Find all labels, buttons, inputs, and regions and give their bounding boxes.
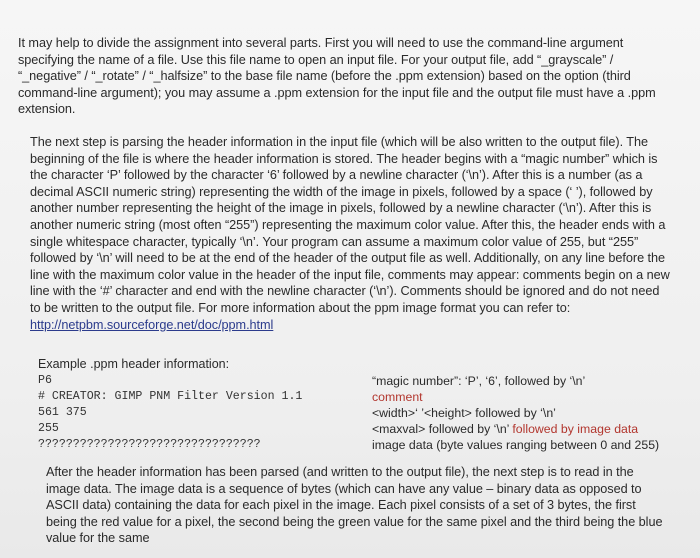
example-note-text: image data (byte values ranging between 0 and 255) <box>372 438 660 452</box>
example-row <box>38 421 678 437</box>
example-code: # CREATOR: GIMP PNM Filter Version 1.1 <box>38 390 303 403</box>
example-code: P6 <box>38 374 52 387</box>
paragraph-header-parsing-text: The next step is parsing the header information in the input file (which will be also written to the output file). The beginning of the file is where the header information is stored. The header begins with a “magic number” which is the character ‘P’ followed by the character ‘6’ followed by a newline character (‘\n’). After this is a number (as a decimal ASCII numeric string) representing the width of the image in pixels, followed by a space (‘ ’), followed by another number representing the height of the image in pixels, followed by a newline character (‘\n’). After this is another numeric string (most often “255”) representing the maximum color value. After this, the header ends with a single whitespace character, typically ‘\n’. Your program can assume a maximum color value of 255, but “255” followed by ‘\n’ will need to be at the end of the header of the output file as well. Additionally, on any line before the line with the maximum color value in the header of the input file, comments may appear: comments begin on a new line with the ‘#’ character and end with the newline character (‘\n’). Comments should be ignored and do not need to be written to the output file. For more information about the ppm image format you can refer to: <box>30 135 670 315</box>
example-code: 561 375 <box>38 406 87 419</box>
example-note-text: <maxval> followed by ‘\n’ <box>372 422 513 436</box>
paragraph-header-parsing <box>30 134 670 333</box>
example-note <box>372 405 556 421</box>
example-row <box>38 437 678 453</box>
example-note-red: followed by image data <box>512 422 639 436</box>
example-note <box>372 389 423 405</box>
netpbm-ppm-link[interactable]: http://netpbm.sourceforge.net/doc/ppm.html <box>30 317 274 332</box>
paragraph-file-naming: It may help to divide the assignment into several parts. First you will need to use the command-line argument specifying the name of a file. Use this file name to open an input file. For your output file, add “_grayscale” / “_negative” / “_rotate” / “_halfsize” to the base file name (before the .ppm extension) based on the option (third command-line argument); you may assume a .ppm extension for the input file and the output file must have a .ppm extension. <box>18 36 656 117</box>
example-note <box>372 437 659 453</box>
example-note <box>372 373 585 389</box>
example-row <box>38 389 678 405</box>
example-note <box>372 421 638 437</box>
example-code: ???????????????????????????????? <box>38 438 261 451</box>
example-title: Example .ppm header information: <box>38 357 230 371</box>
example-note-red: comment <box>372 390 423 404</box>
example-row <box>38 373 678 389</box>
example-row <box>38 405 678 421</box>
paragraph-image-data: After the header information has been parsed (and written to the output file), the next step is to read in the image data. The image data is a sequence of bytes (which can have any value – binary data as opposed to ASCII data) containing the data for each pixel in the image. Each pixel consists of a set of 3 bytes, the first being the red value for a pixel, the second being the green value for the same pixel and the third being the blue value for the same <box>46 465 663 546</box>
example-note-text: <width>‘ ’<height> followed by ‘\n’ <box>372 406 556 420</box>
example-code: 255 <box>38 422 59 435</box>
example-note-text: “magic number”: ‘P’, ‘6’, followed by ‘\n’ <box>372 374 586 388</box>
